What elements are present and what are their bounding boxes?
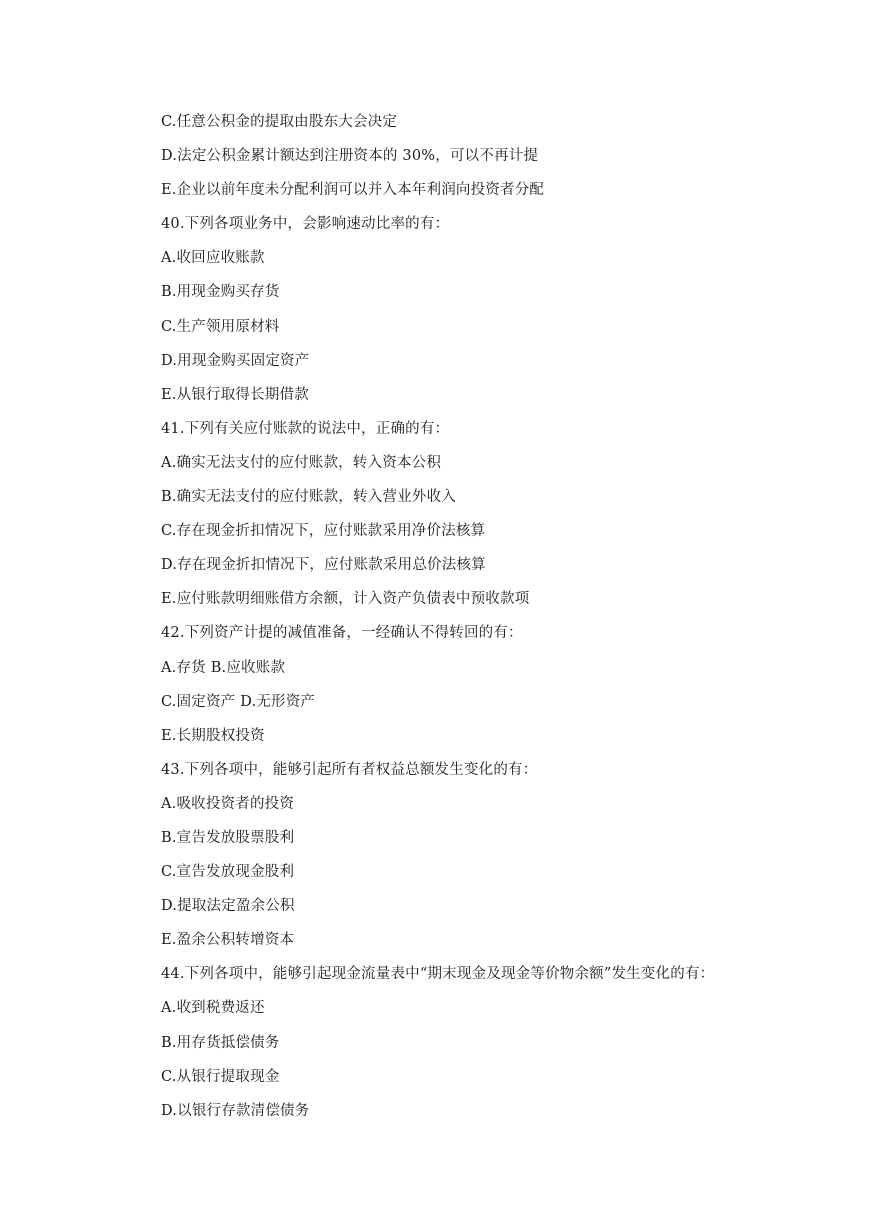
option-d-q39: D.法定公积金累计额达到注册资本的 30%，可以不再计提 — [161, 148, 539, 165]
option-b-q40: B.用现金购买存货 — [161, 284, 280, 301]
option-d-q41: D.存在现金折扣情况下，应付账款采用总价法核算 — [161, 557, 486, 574]
document-body — [161, 111, 841, 1134]
option-ab-q42: A.存货 B.应收账款 — [161, 659, 286, 676]
option-d-q43: D.提取法定盈余公积 — [161, 898, 295, 915]
option-c-q39: C.任意公积金的提取由股东大会决定 — [161, 114, 398, 130]
question-40: 40.下列各项业务中，会影响速动比率的有： — [161, 216, 450, 233]
question-41: 41.下列有关应付账款的说法中，正确的有： — [161, 420, 450, 437]
option-e-q42: E.长期股权投资 — [161, 727, 265, 744]
option-a-q44: A.收到税费返还 — [161, 1000, 265, 1017]
option-e-q41: E.应付账款明细账借方余额，计入资产负债表中预收款项 — [161, 591, 530, 608]
option-cd-q42: C.固定资产 D.无形资产 — [161, 693, 316, 710]
option-c-q41: C.存在现金折扣情况下，应付账款采用净价法核算 — [161, 523, 486, 540]
option-c-q40: C.生产领用原材料 — [161, 318, 280, 335]
option-b-q41: B.确实无法支付的应付账款，转入营业外收入 — [161, 489, 456, 506]
option-a-q40: A.收回应收账款 — [161, 250, 265, 267]
option-e-q40: E.从银行取得长期借款 — [161, 386, 309, 403]
option-e-q39: E.企业以前年度未分配利润可以并入本年利润向投资者分配 — [161, 182, 545, 199]
option-d-q44: D.以银行存款清偿债务 — [161, 1102, 310, 1119]
option-c-q44: C.从银行提取现金 — [161, 1068, 280, 1085]
option-b-q43: B.宣告发放股票股利 — [161, 829, 295, 846]
option-d-q40: D.用现金购买固定资产 — [161, 352, 310, 369]
question-42: 42.下列资产计提的减值准备，一经确认不得转回的有： — [161, 625, 523, 642]
option-b-q44: B.用存货抵偿债务 — [161, 1034, 280, 1051]
option-c-q43: C.宣告发放现金股利 — [161, 864, 295, 881]
option-a-q43: A.吸收投资者的投资 — [161, 795, 295, 812]
option-e-q43: E.盈余公积转增资本 — [161, 932, 295, 949]
question-43: 43.下列各项中，能够引起所有者权益总额发生变化的有： — [161, 761, 538, 778]
question-44: 44.下列各项中，能够引起现金流量表中“期末现金及现金等价物余额”发生变化的有： — [161, 966, 715, 983]
option-a-q41: A.确实无法支付的应付账款，转入资本公积 — [161, 454, 442, 471]
